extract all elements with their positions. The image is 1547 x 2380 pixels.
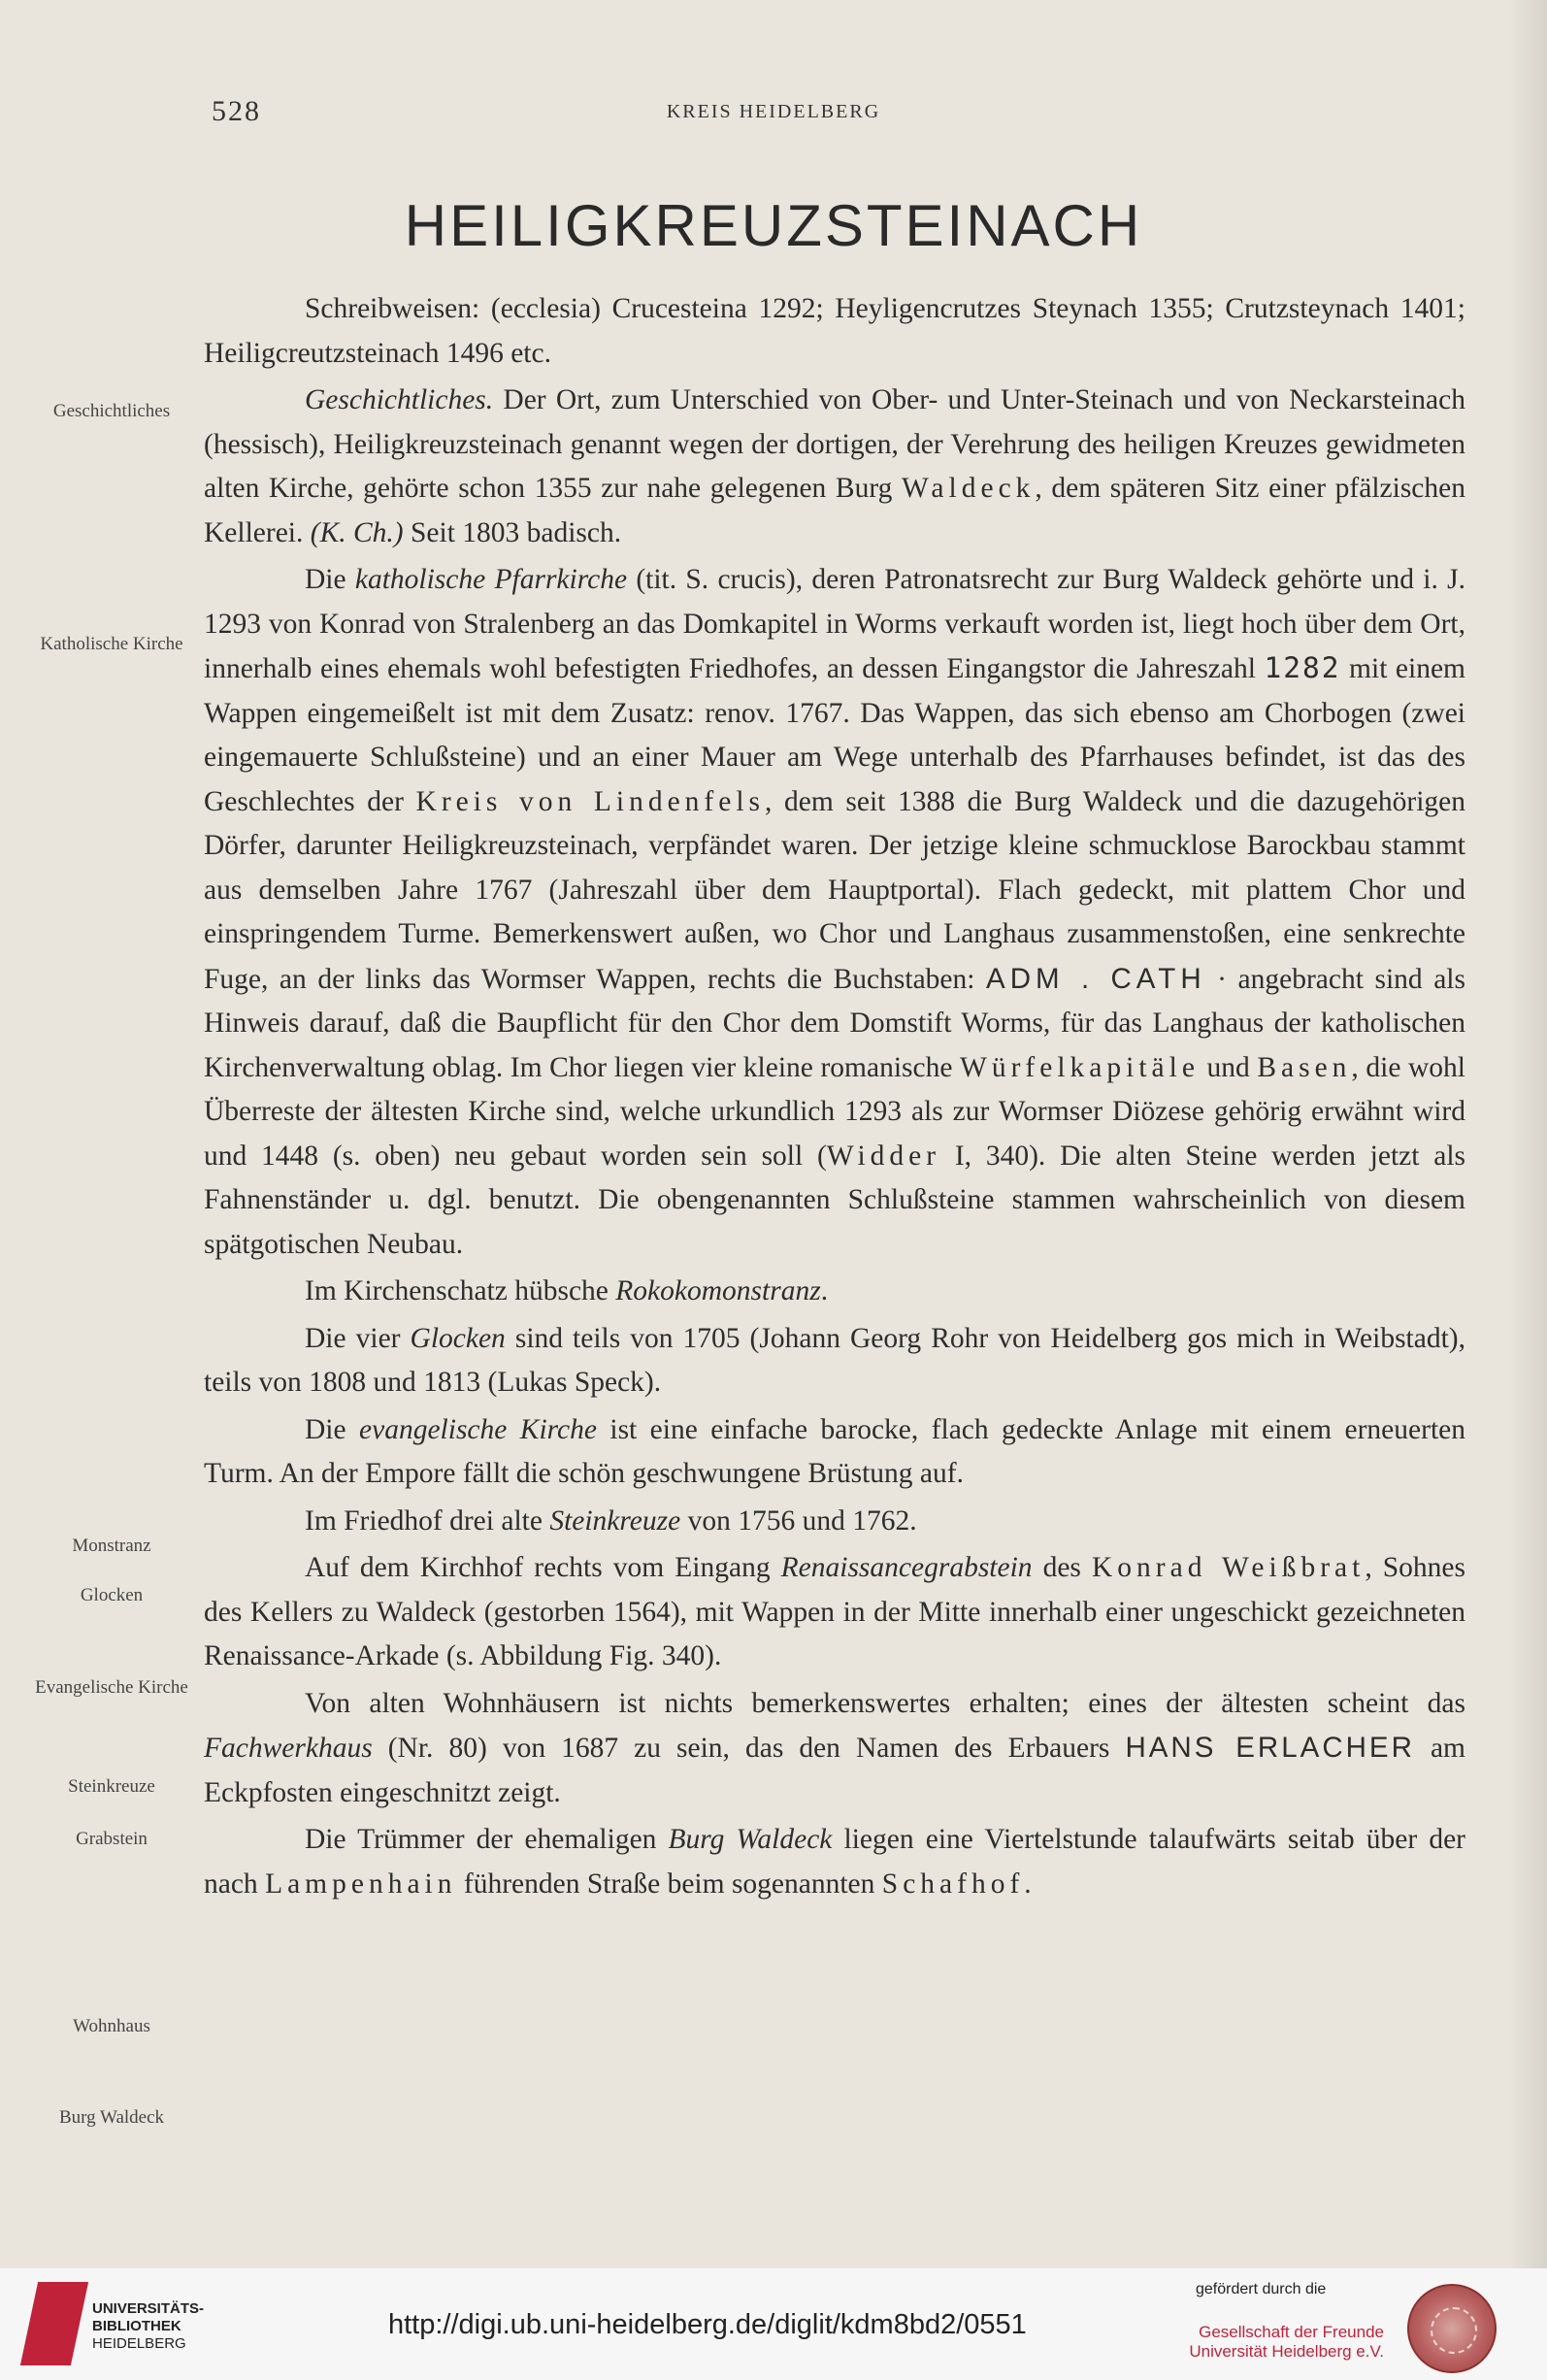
library-name	[92, 2300, 204, 2353]
emphasis: katholische Pfarrkirche	[354, 564, 628, 595]
emphasis: Burg Waldeck	[668, 1824, 833, 1855]
running-title: KREIS HEIDELBERG	[666, 101, 881, 122]
text: liegen eine Viertelstunde talaufwärts seitab über der nach	[204, 1824, 1466, 1900]
text: mit einem Wappen eingemeißelt ist mit dem Zusatz: renov. 1767. Das Wappen, das sich ebenso am Chorbogen (zwei eingemauerte Schlußsteine) und an einer Mauer am Wege unterhalb des Pfarrhauses befindet, ist das des Geschlechtes der	[204, 653, 1466, 817]
paragraph-geschichtliches	[204, 379, 1465, 555]
paragraph-katholische-kirche	[204, 558, 1465, 1267]
margin-note-grabstein: Grabstein	[76, 1829, 148, 1849]
emphasis: Rokokomonstranz	[615, 1275, 821, 1306]
emphasis: evangelische Kirche	[359, 1413, 597, 1445]
paragraph-evangelische-kirche	[204, 1408, 1465, 1497]
text: Die	[305, 564, 355, 595]
paragraph-steinkreuze	[204, 1500, 1465, 1544]
paragraph-glocken	[204, 1317, 1465, 1405]
sponsor-name-line: Gesellschaft der Freunde	[1199, 2323, 1384, 2341]
section-heading: Geschichtliches.	[305, 384, 494, 415]
spaced-name: Lampenhain	[265, 1868, 457, 1900]
library-name-line: BIBLIOTHEK	[92, 2318, 181, 2334]
sponsor-name	[1176, 2323, 1384, 2362]
text: I, 340). Die alten Steine werden jetzt als Fahnenständer u. dgl. benutzt. Die obengenannten Schlußsteine stammen wahrscheinlich von diesem spätgotischen Neubau.	[204, 1140, 1465, 1260]
text: .	[1024, 1868, 1032, 1900]
library-name-line: HEIDELBERG	[92, 2335, 186, 2352]
emphasis: Steinkreuze	[549, 1504, 681, 1537]
spaced-name: Kreis von Lindenfels	[415, 785, 766, 817]
spaced-name: Widder	[826, 1140, 941, 1172]
emphasis: Renaissancegrabstein	[780, 1552, 1033, 1583]
text: , dem seit 1388 die Burg Waldeck und die dazugehörigen Dörfer, darunter Heiligkreuzsteinach, verpfändet waren. Der jetzige kleine schmucklose Barockbau stammt aus demselben Jahre 1767 (Jahreszahl über dem Hauptportal). Flach gedeckt, mit plattem Chor und einspringendem Turme. Bemerkenswert außen, wo Chor und Langhaus zusammenstoßen, eine senkrechte Fuge, an der links das Wormser Wappen, rechts die Buchstaben:	[204, 785, 1465, 995]
text: , dem späteren Sitz einer pfälzischen Kellerei.	[204, 473, 1465, 548]
margin-note-geschichtliches: Geschichtliches	[52, 401, 171, 421]
text: Auf dem Kirchhof rechts vom Eingang	[305, 1552, 781, 1583]
inscription-name: HANS ERLACHER	[1125, 1732, 1415, 1764]
spaced-term: Würfelkapitäle	[960, 1051, 1200, 1083]
paragraph-grabstein	[204, 1546, 1465, 1679]
text: sind teils von 1705 (Johann Georg Rohr von Heidelberg gos mich in Weibstadt), teils von 1808 und 1813 (Lukas Speck).	[204, 1322, 1465, 1398]
text: ist eine einfache barocke, flach gedeckte Anlage mit einem erneuerten Turm. An der Empore fällt die schön geschwungene Brüstung auf.	[204, 1413, 1465, 1489]
text: und	[1199, 1051, 1258, 1083]
funded-by-label: gefördert durch die	[1196, 2281, 1327, 2297]
author-signature: (K. Ch.)	[303, 516, 404, 548]
library-name-line: UNIVERSITÄTS-	[92, 2300, 205, 2317]
spaced-name: Waldeck	[901, 473, 1036, 504]
margin-note-wohnhaus: Wohnhaus	[73, 2016, 150, 2036]
text: Von alten Wohnhäusern ist nichts bemerkenswertes erhalten; eines der ältesten scheint das	[305, 1687, 1465, 1719]
margin-note-burg-waldeck: Burg Waldeck	[58, 2107, 165, 2128]
paragraph-wohnhaus	[204, 1682, 1465, 1816]
paragraph-schreibweisen	[204, 287, 1465, 376]
viewer-footer	[0, 2268, 1547, 2380]
emphasis: Glocken	[410, 1322, 506, 1354]
text: Schreibweisen: (ecclesia) Crucesteina 1292; Heyligencrutzes Steynach 1355; Crutzsteynach 1401; Heiligcreutzsteinach 1496 etc.	[204, 293, 1465, 369]
text: Der Ort, zum Unterschied von Ober- und Unter-Steinach und von Neckarsteinach (hessisch), Heiligkreuzsteinach genannt wegen der dortigen, der Verehrung des heiligen Kreuzes gewidmeten alten Kirche, gehörte schon 1355 zur nahe gelegenen Burg	[204, 384, 1465, 504]
text: des	[1032, 1552, 1092, 1583]
margin-note-steinkreuze: Steinkreuze	[68, 1776, 155, 1797]
margin-note-monstranz: Monstranz	[72, 1536, 151, 1556]
margin-note-evangelische-kirche: Evangelische Kirche	[35, 1677, 188, 1698]
text: , Sohnes des Kellers zu Waldeck (gestorben 1564), mit Wappen in der Mitte innerhalb einer ungeschickt gezeichneten Renaissance-Arkade (s. Abbildung Fig. 340).	[204, 1552, 1465, 1671]
inscription-letters: ADM . CATH	[986, 962, 1206, 995]
text: Die	[305, 1413, 360, 1445]
text: führenden Straße beim sogenannten	[456, 1868, 882, 1900]
permalink-url[interactable]: http://digi.ub.uni-heidelberg.de/diglit/kdm8bd2/0551	[388, 2309, 1027, 2340]
sponsor-name-line: Universität Heidelberg e.V.	[1189, 2342, 1384, 2361]
library-logo-icon	[20, 2282, 88, 2365]
text: Im Kirchenschatz hübsche	[305, 1275, 616, 1306]
running-head	[0, 95, 1547, 134]
margin-note-glocken: Glocken	[80, 1585, 144, 1605]
text: .	[820, 1275, 829, 1306]
text: · angebracht sind als Hinweis darauf, daß die Baupflicht für den Chor dem Domstift Worms, für das Langhaus der katholischen Kirchenverwaltung oblag. Im Chor liegen vier kleine romanische	[204, 963, 1465, 1083]
text: (tit. S. crucis), deren Patronatsrecht zur Burg Waldeck gehörte und i. J. 1293 von Konrad von Stralenberg an das Domkapitel in Worms verkauft worden ist, liegt hoch über dem Ort, innerhalb eines ehemals wohl befestigten Friedhofes, an dessen Eingangstor die Jahreszahl	[204, 564, 1466, 684]
spaced-name: Schafhof	[881, 1868, 1025, 1900]
page-number: 528	[212, 95, 261, 127]
page-title: HEILIGKREUZSTEINACH	[404, 193, 1143, 258]
text: Seit 1803 badisch.	[403, 516, 622, 548]
text: am Eckpfosten eingeschnitzt zeigt.	[204, 1733, 1466, 1808]
university-seal-icon	[1407, 2284, 1497, 2373]
text: Im Friedhof drei alte	[305, 1504, 550, 1537]
text: (Nr. 80) von 1687 zu sein, das den Namen des Erbauers	[372, 1733, 1126, 1764]
text: , die wohl Überreste der ältesten Kirche sind, welche urkundlich 1293 als zur Wormser Diözese gehörig erwähnt wird und 1448 (s. oben) neu gebaut worden sein soll (	[204, 1051, 1465, 1172]
margin-note-katholische-kirche: Katholische Kirche	[40, 634, 183, 654]
text: Die Trümmer der ehemaligen	[305, 1824, 669, 1855]
inscription-year: 1282	[1264, 651, 1341, 684]
text: von 1756 und 1762.	[680, 1504, 917, 1537]
spaced-name: Konrad Weißbrat	[1091, 1552, 1366, 1583]
paragraph-monstranz	[204, 1270, 1465, 1314]
text: Die vier	[305, 1322, 411, 1354]
emphasis: Fachwerkhaus	[204, 1733, 373, 1764]
spaced-term: Basen	[1257, 1051, 1352, 1083]
body-text	[204, 287, 1465, 1906]
paragraph-burg-waldeck	[204, 1818, 1465, 1906]
